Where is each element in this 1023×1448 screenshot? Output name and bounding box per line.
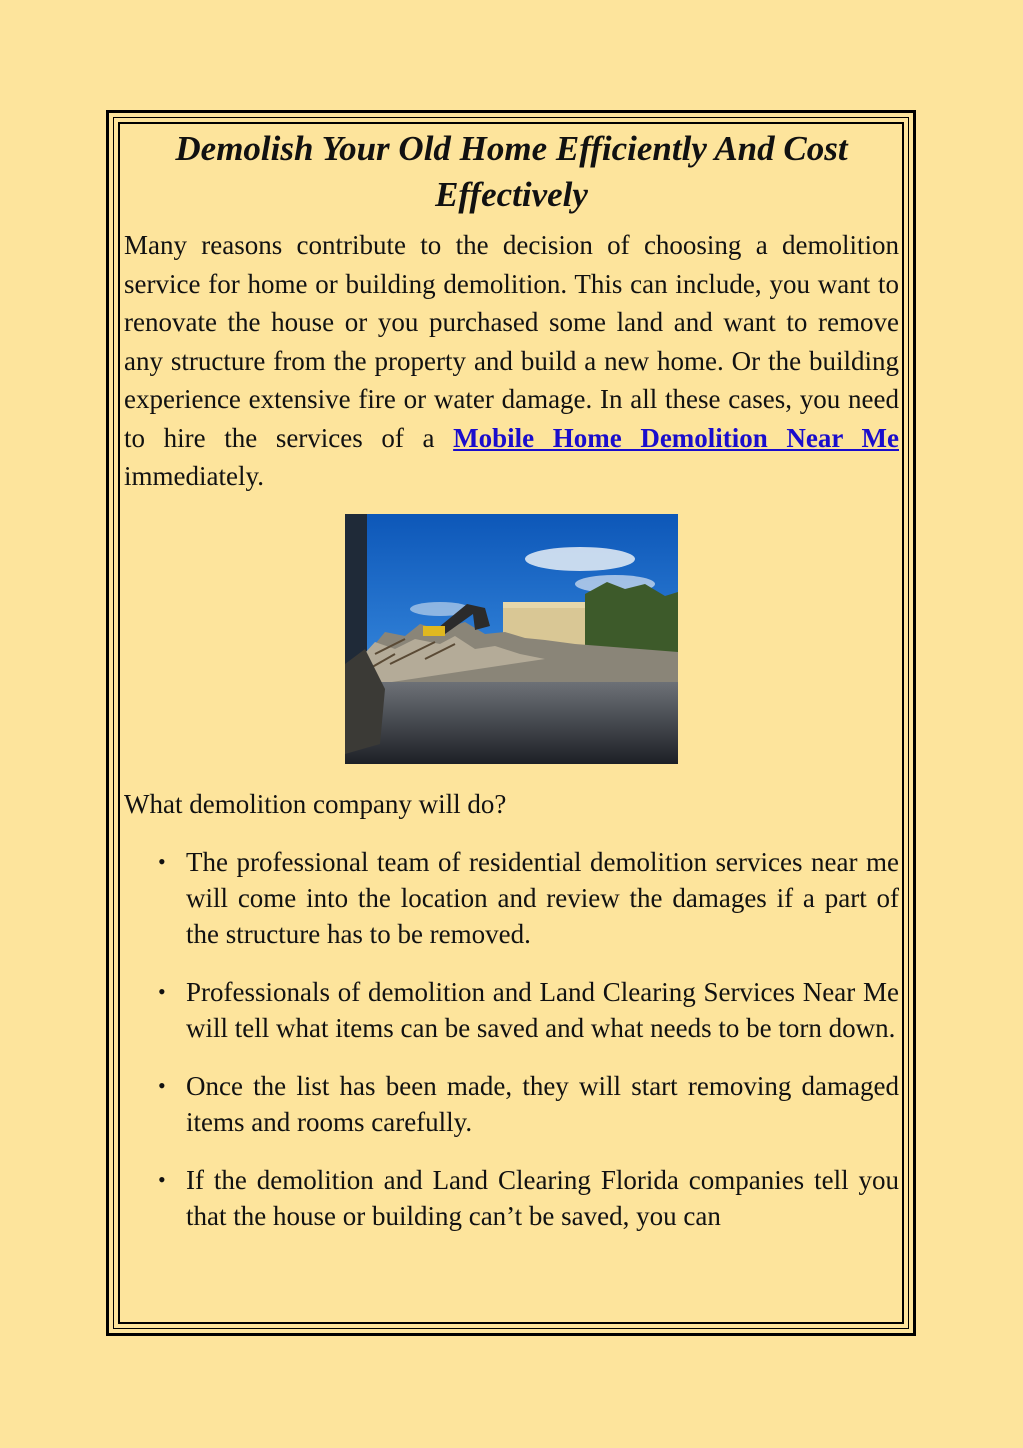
list-item-text: If the demolition and Land Clearing Florida companies tell you that the house or building can’t be saved, you can — [186, 1164, 899, 1231]
list-item — [124, 1162, 899, 1234]
section-question: What demolition company will do? — [124, 788, 507, 819]
bullet-icon: • — [158, 978, 166, 1004]
list-item-text: Once the list has been made, they will start removing damaged items and rooms carefully. — [186, 1070, 899, 1137]
intro-text-end: immediately. — [124, 461, 264, 491]
list-item-text: Professionals of demolition and Land Clearing Services Near Me will tell what items can be saved and what needs to be torn down. — [186, 976, 899, 1043]
intro-text-start: Many reasons contribute to the decision of choosing a demolition service for home or building demolition. This can include, you want to renovate the house or you purchased some land and want to remove any structure from the property and build a new home. Or the building experience extensive fire or water damage. In all these cases, you need to hire the services of a — [124, 230, 899, 453]
services-list — [124, 844, 899, 1234]
bullet-icon: • — [158, 1072, 166, 1098]
page-title: Demolish Your Old Home Efficiently And Cost Effectively — [175, 129, 848, 214]
demolition-site-photo — [345, 514, 678, 764]
mobile-home-demolition-link[interactable]: Mobile Home Demolition Near Me — [453, 422, 899, 453]
bullet-icon: • — [158, 848, 166, 874]
list-item-text: The professional team of residential demolition services near me will come into the location and review the damages if a part of the structure has to be removed. — [186, 846, 899, 949]
list-item — [124, 974, 899, 1046]
document-body — [124, 124, 899, 1256]
intro-paragraph — [124, 226, 899, 496]
bullet-icon: • — [158, 1166, 166, 1192]
list-item — [124, 844, 899, 952]
list-item — [124, 1068, 899, 1140]
